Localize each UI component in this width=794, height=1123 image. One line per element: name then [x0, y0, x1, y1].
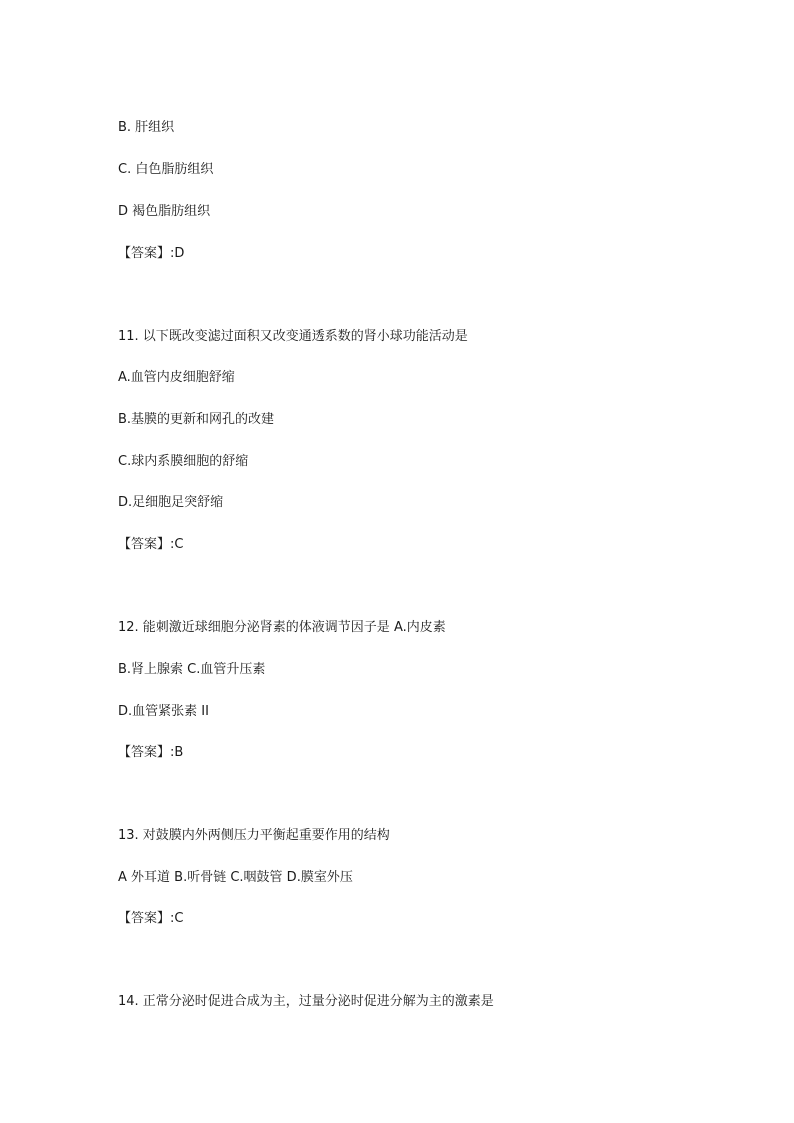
- q11-option-a: A.血管内皮细胞舒缩: [118, 370, 235, 385]
- q13-answer: 【答案】:C: [118, 911, 184, 926]
- question-12: 12. 能刺激近球细胞分泌肾素的体液调节因子是 A.内皮素: [118, 620, 446, 635]
- answer: 【答案】:D: [118, 246, 185, 261]
- q11-option-d: D.足细胞足突舒缩: [118, 495, 224, 510]
- option-d: D 褐色脂肪组织: [118, 204, 211, 219]
- q12-answer: 【答案】:B: [118, 745, 184, 760]
- q11-option-b: B.基膜的更新和网孔的改建: [118, 412, 275, 427]
- question-11: 11. 以下既改变滤过面积又改变通透系数的肾小球功能活动是: [118, 329, 468, 344]
- q12-options-bc: B.肾上腺索 C.血管升压素: [118, 662, 266, 677]
- q13-options: A 外耳道 B.听骨链 C.咽鼓管 D.膜室外压: [118, 870, 353, 885]
- question-13: 13. 对鼓膜内外两侧压力平衡起重要作用的结构: [118, 828, 390, 843]
- q11-answer: 【答案】:C: [118, 537, 184, 552]
- q12-option-d: D.血管紧张素 II: [118, 704, 209, 719]
- option-c: C. 白色脂肪组织: [118, 162, 214, 177]
- question-14: 14. 正常分泌时促进合成为主，过量分泌时促进分解为主的激素是: [118, 994, 494, 1009]
- option-b: B. 肝组织: [118, 120, 175, 135]
- q11-option-c: C.球内系膜细胞的舒缩: [118, 454, 249, 469]
